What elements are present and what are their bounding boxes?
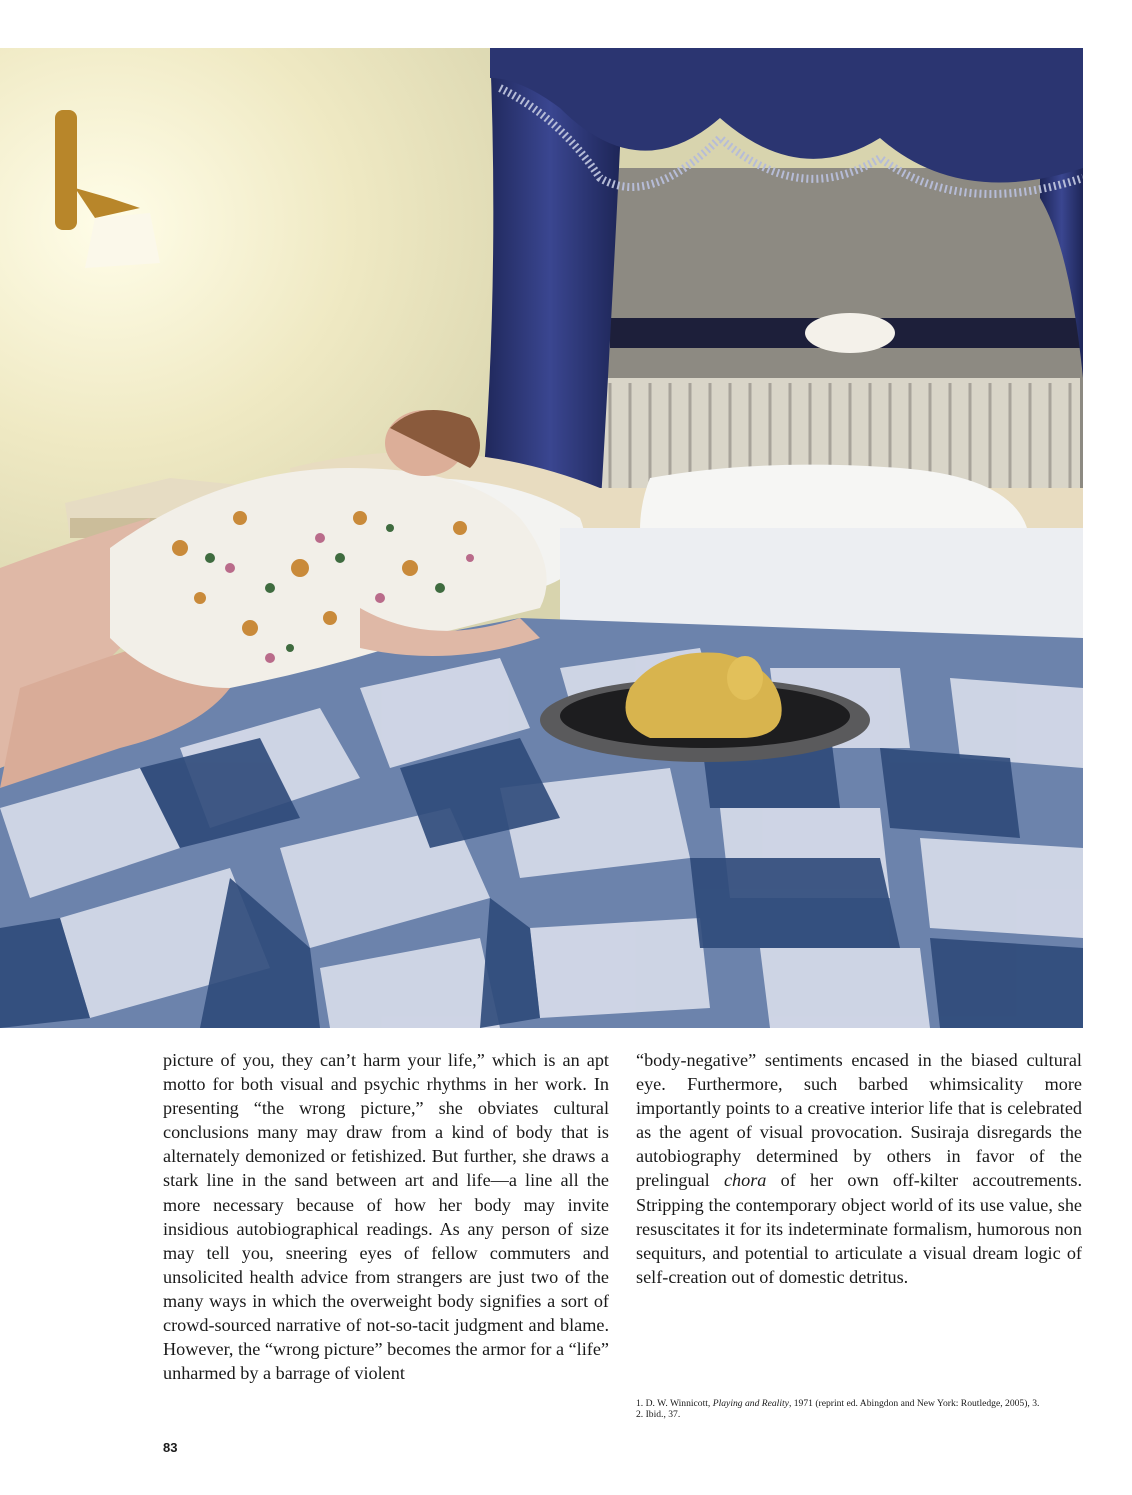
footnote-1-title: Playing and Reality: [712, 1398, 789, 1409]
article-column-right: [636, 1048, 1082, 1289]
footnote-1-citation: , 1971 (reprint ed. Abingdon and New York: Routledge, 2005), 3.: [788, 1398, 1040, 1409]
footnote-2: 2. Ibid., 37.: [636, 1409, 681, 1420]
column-right-text-start: “body-negative” sentiments encased in the biased cultural eye. Furthermore, such barbed whimsicality more importantly points to a creative interior life that is celebrated as the agent of visual provocation. Susiraja disregards the autobiography determined by others in favor of the prelingual: [636, 1050, 1082, 1191]
bedroom-photograph: [0, 48, 1083, 1028]
article-column-left: picture of you, they can’t harm your life,” which is an apt motto for both visual and psychic rhythms in her work. In presenting “the wrong picture,” she obviates cultural conclusions many may draw from a kind of body that is alternately demonized or fetishized. But further, she draws a stark line in the sand between art and life—a line all the more necessary because of how her body may invite insidious autobiographical readings. As any person of size may tell you, sneering eyes of fellow commuters and unsolicited health advice from strangers are just two of the many ways in which the overweight body signifies a sort of crowd-sourced narrative of not-so-tacit judgment and blame. However, the “wrong picture” becomes the armor for a “life” unharmed by a barrage of violent: [163, 1050, 609, 1384]
italic-term: chora: [723, 1170, 767, 1191]
footnote-1: [636, 1398, 1082, 1409]
footnotes: [636, 1398, 1082, 1420]
page-number: 83: [163, 1440, 178, 1455]
column-right-text-end: of her own off-kilter accoutrements. Stripping the contemporary object world of its use value, she resuscitates it for its indeterminate formalism, humorous non sequiturs, and potential to articulate a visual dream logic of self-creation out of domestic detritus.: [636, 1170, 1082, 1287]
footnote-1-text: 1. D. W. Winnicott,: [636, 1398, 713, 1409]
